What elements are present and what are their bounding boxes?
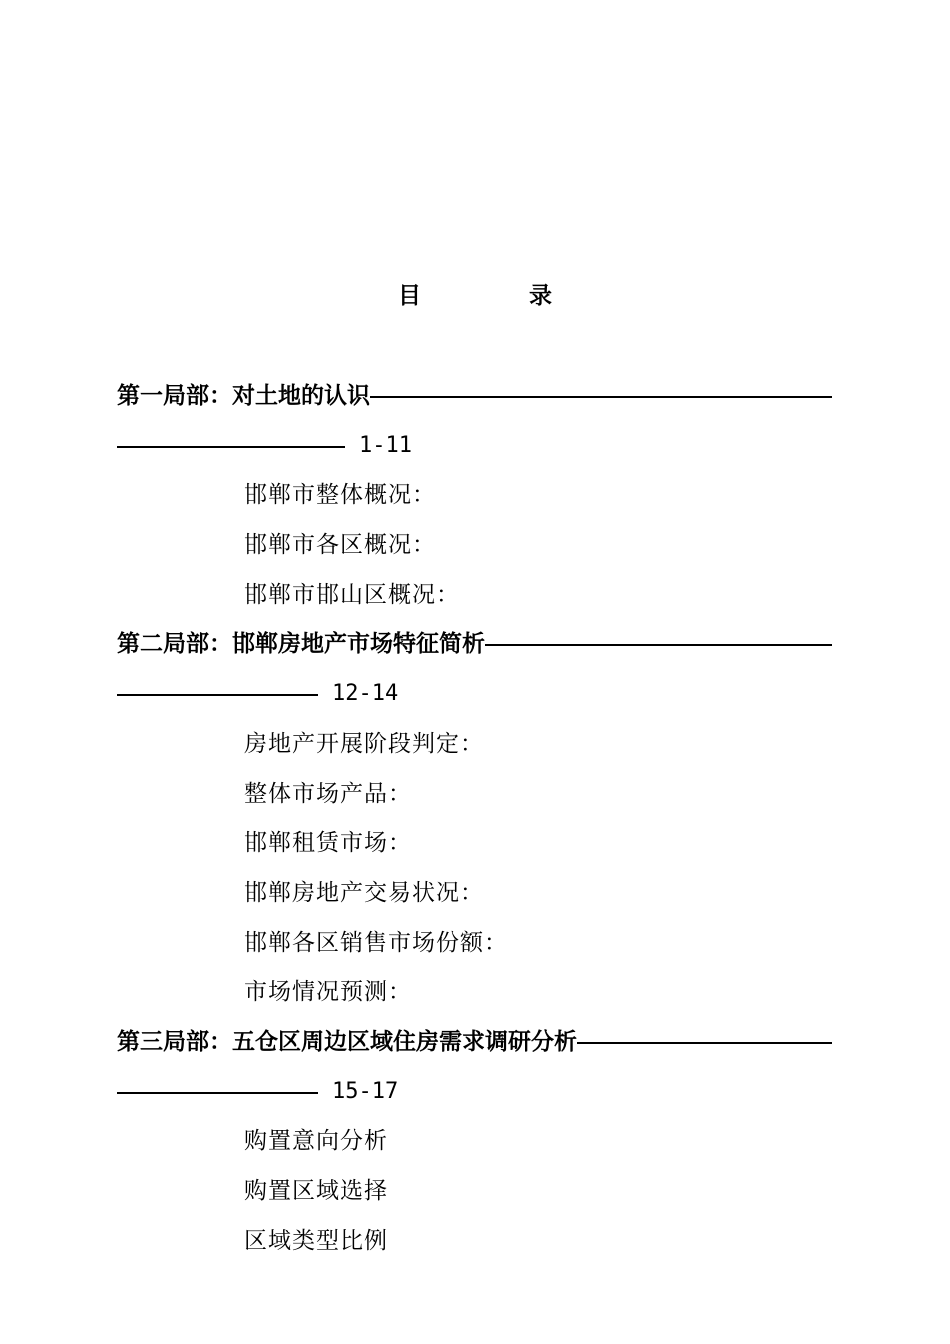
page-range: 15-17: [332, 1078, 399, 1104]
leader-line: [370, 396, 832, 398]
toc-subitem: 购置区域选择: [244, 1178, 388, 1204]
leader-line: [117, 446, 345, 448]
toc-subitem: 邯郸市邯山区概况：: [244, 581, 460, 608]
toc-subitem: 整体市场产品：: [244, 780, 412, 807]
toc-subitem: 邯郸市各区概况：: [244, 532, 436, 559]
toc-subitem: 邯郸房地产交易状况：: [244, 879, 484, 906]
toc-section-pages-line: [117, 675, 832, 725]
section-title: 第二局部：邯郸房地产市场特征简析: [117, 630, 485, 658]
leader-line: [117, 694, 318, 696]
toc-section-heading: [117, 377, 832, 427]
page-range: 1-11: [359, 432, 412, 458]
toc-subitem: 市场情况预测：: [244, 979, 412, 1006]
leader-line: [117, 1092, 318, 1094]
leader-line: [577, 1042, 832, 1044]
page-range: 12-14: [332, 681, 399, 707]
toc-section-heading: [117, 1023, 832, 1073]
toc-subitem: 区域类型比例: [244, 1227, 388, 1254]
section-title: 第三局部：五仓区周边区域住房需求调研分析: [117, 1027, 577, 1055]
toc-subitem: 购置意向分析: [244, 1128, 388, 1155]
toc-title: 目 录: [397, 282, 602, 309]
toc-subitem: 邯郸租赁市场：: [244, 830, 412, 857]
toc-section-heading: [117, 625, 832, 675]
table-of-contents: [117, 377, 832, 1271]
toc-subitem: 邯郸各区销售市场份额：: [244, 929, 508, 956]
leader-line: [485, 644, 832, 646]
toc-section-pages-line: [117, 1073, 832, 1123]
section-title: 第一局部：对土地的认识: [117, 382, 370, 409]
toc-subitem: 房地产开展阶段判定：: [244, 730, 484, 757]
toc-section-pages-line: [117, 427, 832, 477]
toc-subitem: 邯郸市整体概况：: [244, 482, 436, 509]
